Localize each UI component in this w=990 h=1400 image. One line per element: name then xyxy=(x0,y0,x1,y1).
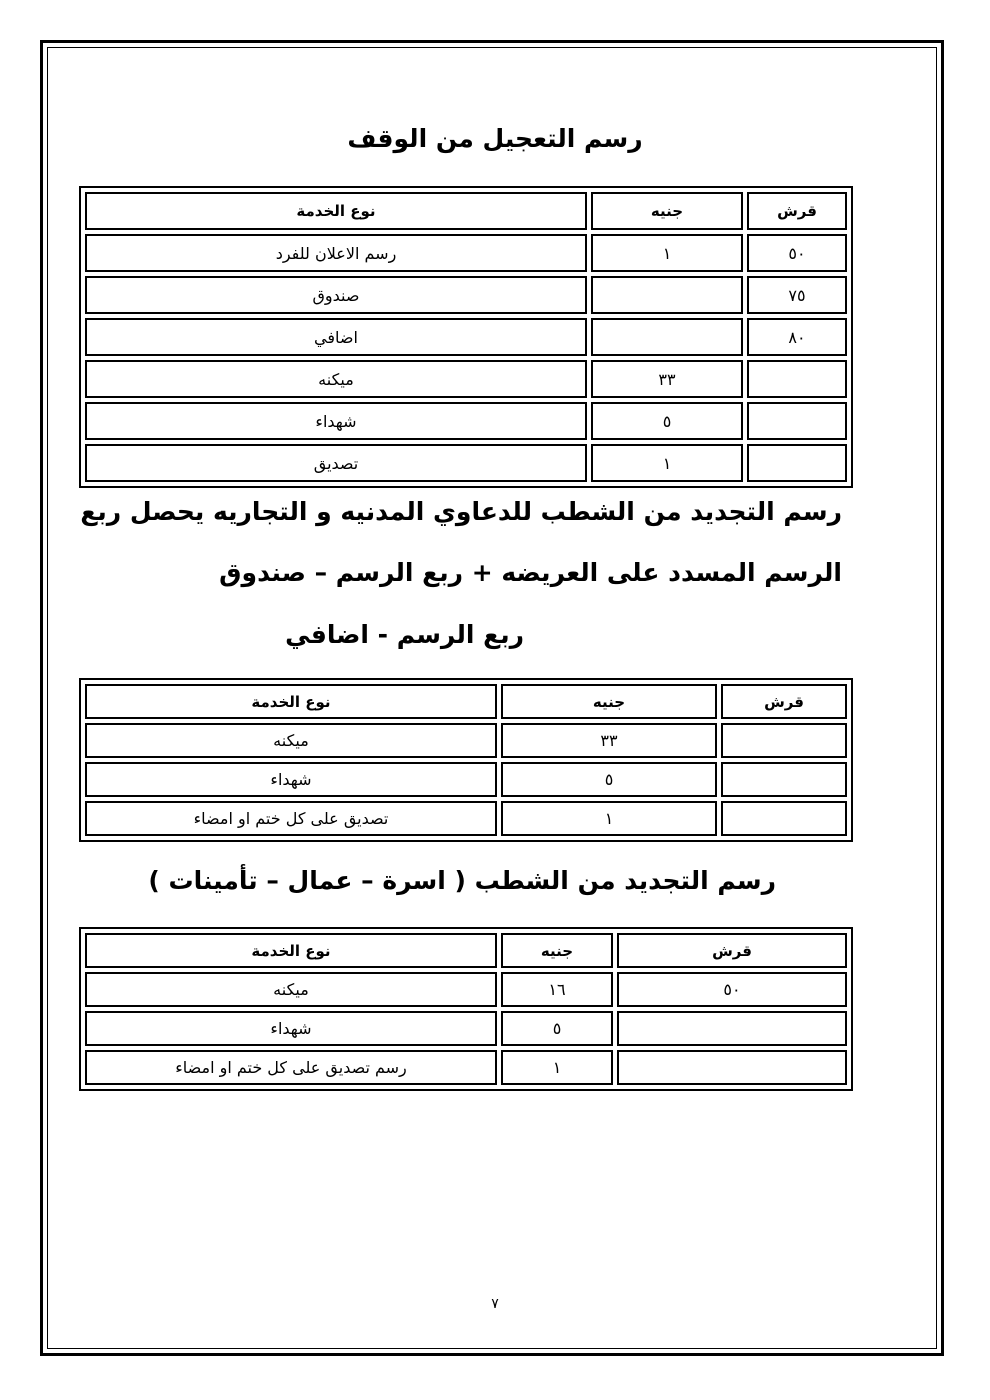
cell-pound xyxy=(591,318,743,356)
table-row xyxy=(85,360,847,398)
cell-service: ميكنه xyxy=(85,972,497,1007)
cell-service: صندوق xyxy=(85,276,587,314)
cell-pound: ١٦ xyxy=(501,972,613,1007)
column-header-pound: جنيه xyxy=(591,192,743,230)
cell-piaster xyxy=(721,723,847,758)
cell-service: تصديق على كل ختم او امضاء xyxy=(85,801,497,836)
cell-pound: ٥ xyxy=(501,762,717,797)
section2-title-line1: رسم التجديد من الشطب للدعاوي المدنيه و التجاريه يحصل ربع xyxy=(80,497,842,526)
section3-title: رسم التجديد من الشطب ( اسرة – عمال – تأمينات ) xyxy=(148,866,776,895)
cell-pound: ٥ xyxy=(591,402,743,440)
column-header-piaster: قرش xyxy=(747,192,847,230)
section2-title-line3: ربع الرسم - اضافي xyxy=(285,620,524,649)
table-row xyxy=(85,276,847,314)
cell-pound: ١ xyxy=(501,801,717,836)
fees-table-3 xyxy=(79,927,853,1091)
column-header-piaster: قرش xyxy=(617,933,847,968)
cell-service: ميكنه xyxy=(85,723,497,758)
table-row xyxy=(85,318,847,356)
table-row xyxy=(85,723,847,758)
table-row xyxy=(85,402,847,440)
cell-piaster: ٥٠ xyxy=(617,972,847,1007)
fees-table-1 xyxy=(79,186,853,488)
cell-pound: ٣٣ xyxy=(591,360,743,398)
table-row xyxy=(85,972,847,1007)
table-row xyxy=(85,762,847,797)
cell-service: اضافي xyxy=(85,318,587,356)
cell-service: شهداء xyxy=(85,762,497,797)
section2-title-line2: الرسم المسدد على العريضه + ربع الرسم – صندوق xyxy=(219,558,842,587)
cell-service: رسم تصديق على كل ختم او امضاء xyxy=(85,1050,497,1085)
column-header-pound: جنيه xyxy=(501,933,613,968)
page-number: ٧ xyxy=(491,1296,499,1312)
table-header-row xyxy=(85,933,847,968)
cell-piaster xyxy=(721,762,847,797)
cell-piaster: ٨٠ xyxy=(747,318,847,356)
table-row xyxy=(85,444,847,482)
column-header-service: نوع الخدمة xyxy=(85,933,497,968)
column-header-service: نوع الخدمة xyxy=(85,192,587,230)
cell-piaster xyxy=(747,360,847,398)
cell-service: ميكنه xyxy=(85,360,587,398)
cell-service: تصديق xyxy=(85,444,587,482)
cell-piaster: ٥٠ xyxy=(747,234,847,272)
table-row xyxy=(85,234,847,272)
cell-pound: ١ xyxy=(591,234,743,272)
cell-piaster: ٧٥ xyxy=(747,276,847,314)
cell-pound: ٣٣ xyxy=(501,723,717,758)
cell-pound: ١ xyxy=(591,444,743,482)
cell-service: رسم الاعلان للفرد xyxy=(85,234,587,272)
table-header-row xyxy=(85,684,847,719)
column-header-piaster: قرش xyxy=(721,684,847,719)
cell-pound xyxy=(591,276,743,314)
cell-piaster xyxy=(747,402,847,440)
cell-pound: ١ xyxy=(501,1050,613,1085)
column-header-service: نوع الخدمة xyxy=(85,684,497,719)
cell-service: شهداء xyxy=(85,402,587,440)
table-row xyxy=(85,1050,847,1085)
cell-piaster xyxy=(721,801,847,836)
cell-piaster xyxy=(617,1050,847,1085)
fees-table-2 xyxy=(79,678,853,842)
cell-pound: ٥ xyxy=(501,1011,613,1046)
cell-service: شهداء xyxy=(85,1011,497,1046)
table-row xyxy=(85,801,847,836)
table-row xyxy=(85,1011,847,1046)
cell-piaster xyxy=(617,1011,847,1046)
column-header-pound: جنيه xyxy=(501,684,717,719)
cell-piaster xyxy=(747,444,847,482)
table-header-row xyxy=(85,192,847,230)
section1-title: رسم التعجيل من الوقف xyxy=(347,124,643,153)
